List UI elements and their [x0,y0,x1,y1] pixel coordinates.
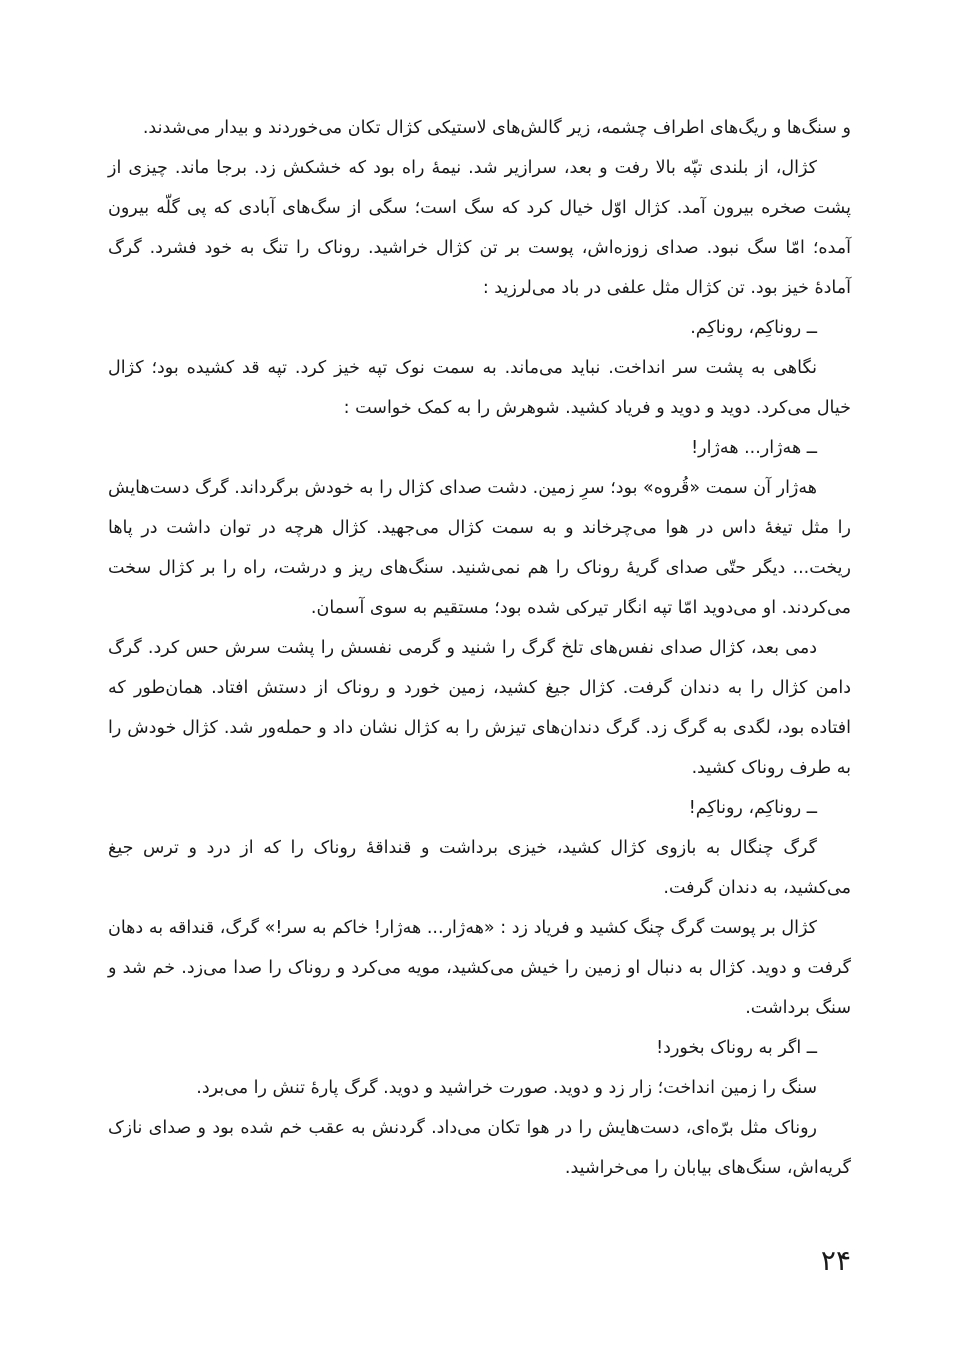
paragraph: گرگ چنگال به بازوی کژال کشید، خیزی برداشت و قنداقهٔ روناک را که از درد و ترس جیغ می‌کشید، به دندان گرفت. [108,838,851,898]
paragraph: هه‌ژار آن سمت «قُروه» بود؛ سرِ زمین. دشت صدای کژال را به خودش برگرداند. گرگ دست‌هایش را مثل تیغهٔ داس در هوا می‌چرخاند و به سمت کژال می‌جهید. کژال هرچه در توان داشت در پاها ریخت... دیگر حتّی صدای گریهٔ روناک را هم نمی‌شنید. سنگ‌های ریز و درشت، راه را بر کژال سخت می‌کردند. او می‌دوید امّا تپه انگار تیرکی شده بود؛ مستقیم به سوی آسمان. [108,478,851,618]
paragraph: دمی بعد، کژال صدای نفس‌های تلخ گرگ را شنید و گرمی نفسش را پشت سرش حس کرد. گرگ دامن کژال را به دندان گرفت. کژال جیغ کشید، زمین خورد و روناک از دستش افتاد. همان‌طور که افتاده بود، لگدی به گرگ زد. گرگ دندان‌های تیزش را به کژال نشان داد و حمله‌ور شد. کژال خودش را به طرف روناک کشید. [108,638,851,778]
dialogue-line: ــ هه‌ژار... هه‌ژار! [691,438,817,458]
paragraph: نگاهی به پشت سر انداخت. نباید می‌ماند. به سمت نوک تپه خیز کرد. تپه قد کشیده بود؛ کژال خیال می‌کرد. دوید و دوید و فریاد کشید. شوهرش را به کمک خواست : [108,358,851,418]
dialogue-line: ــ روناکِم، روناکِم! [688,798,817,818]
page-number: ۲۴ [820,1244,851,1277]
paragraph: و سنگ‌ها و ریگ‌های اطراف چشمه، زیر گالش‌های لاستیکی کژال تکان می‌خوردند و بیدار می‌شدند. [142,118,851,138]
dialogue-line: ــ روناکِم، روناکِم. [690,318,817,338]
paragraph: روناک مثل برّه‌ای، دست‌هایش را در هوا تکان می‌داد. گردنش به عقب خم شده بود و صدای نازک گریه‌اش، سنگ‌های بیابان را می‌خراشید. [108,1118,851,1178]
paragraph: کژال، از بلندی تپّه بالا رفت و بعد، سرازیر شد. نیمهٔ راه بود که خشکش زد. برجا ماند. چیزی از پشت صخره بیرون آمد. کژال اوّل خیال کرد که سگ است؛ سگی از سگ‌های آبادی که پی گلّه بیرون آمده؛ امّا سگ نبود. صدای زوزه‌اش، پوست بر تن کژال خراشید. روناک را تنگ به خود فشرد. گرگ آمادهٔ خیز بود. تن کژال مثل علفی در باد می‌لرزید : [108,158,851,298]
paragraph: کژال بر پوست گرگ چنگ کشید و فریاد زد : «هه‌ژار... هه‌ژار! خاکم به سر!» گرگ، قنداقه به دهان گرفت و دوید. کژال به دنبال او زمین را خیش می‌کشید، مویه می‌کرد و روناک را صدا می‌زد. خم شد و سنگ برداشت. [108,918,851,1018]
page-body [108,108,851,1188]
paragraph: سنگ را زمین انداخت؛ زار زد و دوید. صورت خراشید و دوید. گرگ پارهٔ تنش را می‌برد. [196,1078,817,1098]
dialogue-line: ــ اگر به روناک بخورد! [656,1038,817,1058]
